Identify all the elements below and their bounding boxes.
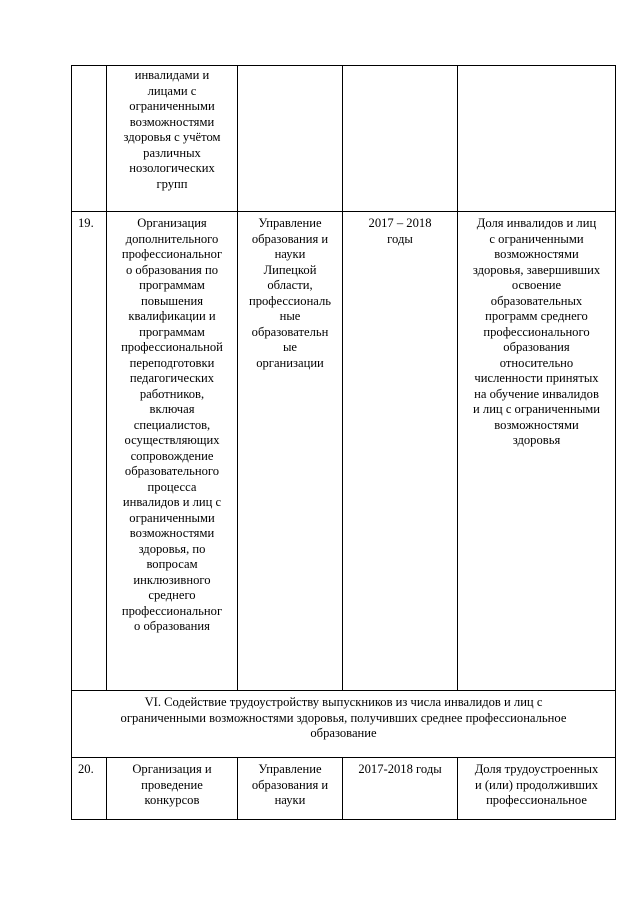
result-line: Доля трудоустроенных: [474, 762, 599, 776]
table-row: [72, 758, 616, 820]
measure-line: групп: [156, 176, 188, 191]
executor-line: Липецкой: [263, 262, 317, 277]
measure-line: различных: [143, 145, 201, 160]
section-heading-row: [72, 691, 616, 758]
measures-table: [71, 65, 616, 820]
executor-cell: [238, 66, 343, 212]
measure-line: проведение: [141, 777, 203, 792]
executor-line: образовательн: [251, 324, 329, 339]
measure-line: здоровья с учётом: [123, 130, 221, 144]
measure-line: возможностями: [129, 114, 215, 129]
measure-line: квалификации и: [128, 309, 216, 323]
term-cell: [343, 212, 458, 691]
result-line: образовательных: [490, 293, 583, 308]
row-number-cell: 20.: [72, 758, 107, 820]
measure-line: о образования по: [125, 262, 219, 277]
term-text: 2017-2018 годы: [358, 762, 442, 776]
measure-line: повышения: [140, 293, 203, 308]
measure-line: процесса: [147, 479, 197, 494]
result-line: и (или) продолживших: [474, 777, 599, 792]
executor-line: ные: [279, 309, 301, 323]
term-cell: [343, 66, 458, 212]
result-line: здоровья: [512, 433, 561, 447]
term-text: 2017 – 2018 годы: [368, 216, 432, 246]
executor-line: науки: [274, 793, 306, 807]
measure-line: дополнительного: [125, 231, 219, 246]
result-line: здоровья, завершивших: [472, 262, 601, 277]
executor-line: образования и: [251, 777, 329, 792]
measure-line: программам: [139, 278, 205, 292]
section-heading-line: VI. Содействие трудоустройству выпускников из числа инвалидов и лиц с: [144, 695, 543, 709]
measure-line: Организация и: [132, 762, 212, 776]
executor-line: науки: [274, 247, 306, 261]
measure-line: лицами с: [147, 83, 197, 98]
term-cell: [343, 758, 458, 820]
result-line: на обучение инвалидов: [474, 386, 599, 401]
table-row: [72, 66, 616, 212]
result-cell: [458, 758, 616, 820]
result-line: образования: [503, 340, 570, 354]
result-line: возможностями: [494, 247, 579, 261]
measure-line: здоровья, по: [138, 541, 206, 556]
measure-line: профессиональног: [121, 247, 223, 261]
result-cell: [458, 66, 616, 212]
result-line: освоение: [511, 278, 562, 292]
measure-line: специалистов,: [133, 417, 211, 432]
result-line: с ограниченными: [489, 231, 584, 246]
result-line: профессионального: [483, 324, 590, 339]
measure-line: включая: [149, 402, 195, 416]
executor-line: образования и: [251, 231, 329, 246]
row-number-cell: [72, 66, 107, 212]
result-line: Доля инвалидов и лиц: [476, 216, 597, 230]
measure-cell: [107, 212, 238, 691]
measure-line: профессиональног: [121, 603, 223, 618]
measure-line: о образования: [134, 619, 210, 633]
measure-cell: [107, 758, 238, 820]
measure-line: инвалидов и лиц с: [122, 495, 222, 509]
result-line: относительно: [499, 355, 574, 370]
measure-line: работников,: [139, 386, 205, 401]
executor-line: Управление: [258, 762, 322, 776]
result-line: профессиональное: [486, 793, 587, 807]
measure-cell: [107, 66, 238, 212]
executor-line: Управление: [258, 216, 322, 230]
measure-line: переподготовки: [129, 355, 215, 370]
measure-line: нозологических: [129, 161, 215, 175]
measure-line: профессиональной: [121, 340, 223, 354]
measure-line: образовательного: [124, 464, 220, 478]
section-heading-line: ограниченными возможностями здоровья, получивших среднее профессиональное: [120, 710, 567, 725]
measure-line: сопровождение: [130, 448, 214, 463]
result-line: программ среднего: [485, 309, 588, 323]
measure-line: Организация: [137, 216, 207, 230]
section-heading-line: образование: [310, 726, 377, 740]
measure-line: ограниченными: [129, 99, 215, 113]
measure-line: инклюзивного: [133, 572, 211, 587]
table-row: [72, 212, 616, 691]
executor-cell: [238, 212, 343, 691]
measure-line: педагогических: [129, 371, 215, 385]
measure-line: инвалидами и: [134, 68, 210, 82]
result-line: численности принятых: [474, 371, 599, 385]
executor-line: ые: [282, 340, 298, 354]
measure-line: возможностями: [129, 526, 215, 540]
result-cell: [458, 212, 616, 691]
executor-line: профессиональ: [248, 293, 332, 308]
result-line: и лиц с ограниченными: [473, 402, 600, 416]
executor-line: области,: [267, 278, 313, 292]
measure-line: конкурсов: [144, 793, 200, 807]
measure-line: осуществляющих: [124, 433, 220, 447]
measure-line: программам: [139, 324, 205, 339]
executor-line: организации: [256, 355, 324, 370]
row-number-cell: 19.: [72, 212, 107, 691]
measure-line: среднего: [148, 588, 196, 602]
measure-line: вопросам: [146, 557, 198, 571]
section-heading: [72, 691, 616, 758]
measure-line: ограниченными: [129, 510, 215, 525]
result-line: возможностями: [494, 417, 579, 432]
executor-cell: [238, 758, 343, 820]
